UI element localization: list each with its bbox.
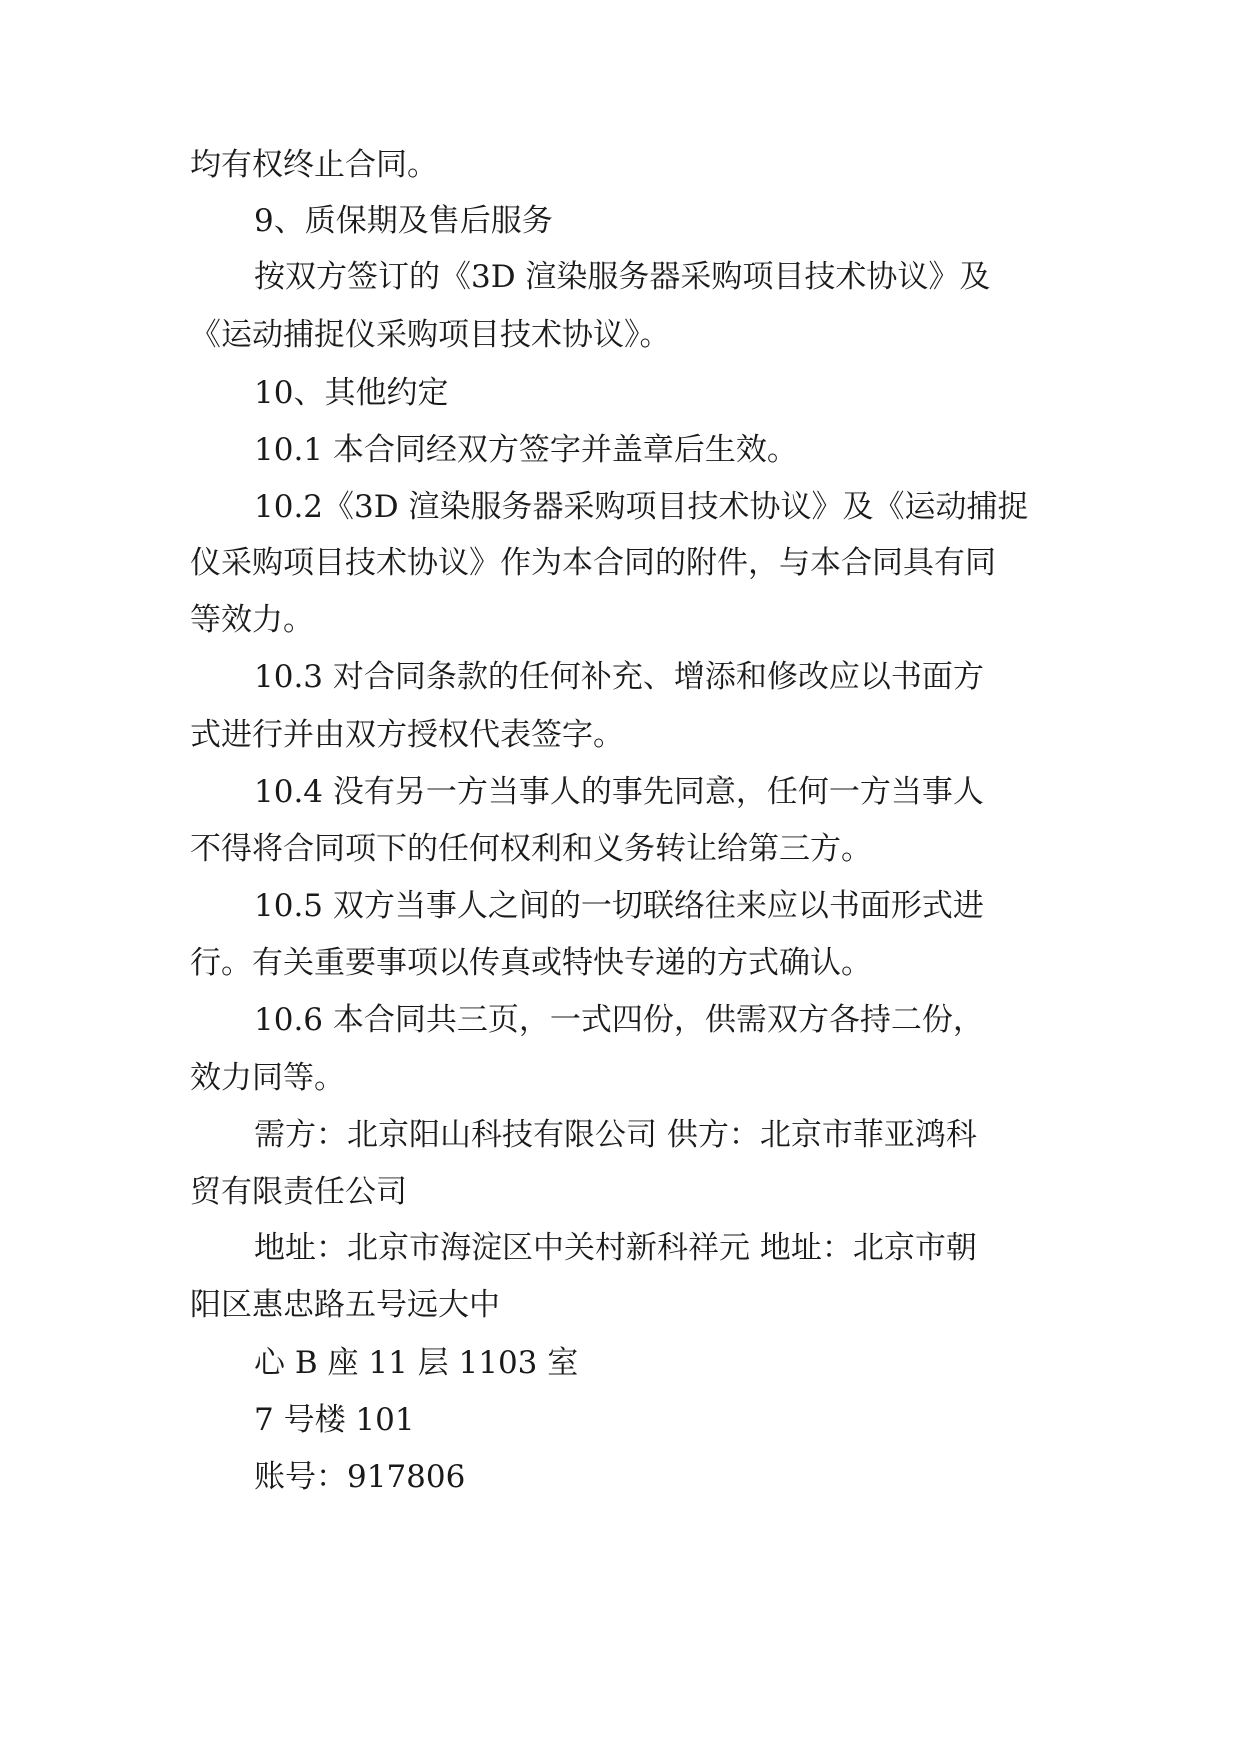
text-line: 等效力。 (190, 602, 314, 638)
section-heading: 10、其他约定 (254, 375, 449, 411)
address-line: 心 B 座 11 层 1103 室 (254, 1345, 579, 1381)
party-line: 需方：北京阳山科技有限公司 供方：北京市菲亚鸿科 (254, 1117, 977, 1153)
text-line: 效力同等。 (190, 1060, 345, 1096)
account-line: 账号：917806 (254, 1459, 466, 1495)
text-line: 10.2《3D 渲染服务器采购项目技术协议》及《运动捕捉 (254, 489, 1029, 525)
text-line: 《运动捕捉仪采购项目技术协议》。 (190, 317, 671, 353)
address-line: 7 号楼 101 (254, 1402, 415, 1438)
text-line: 式进行并由双方授权代表签字。 (190, 717, 624, 753)
party-line: 贸有限责任公司 (190, 1174, 407, 1210)
text-line: 10.1 本合同经双方签字并盖章后生效。 (254, 432, 798, 468)
text-line: 按双方签订的《3D 渲染服务器采购项目技术协议》及 (254, 259, 991, 295)
text-line: 10.3 对合同条款的任何补充、增添和修改应以书面方 (254, 659, 984, 695)
text-line: 10.4 没有另一方当事人的事先同意，任何一方当事人 (254, 774, 984, 810)
address-line: 阳区惠忠路五号远大中 (190, 1287, 500, 1323)
text-line: 均有权终止合同。 (190, 147, 438, 183)
text-line: 10.6 本合同共三页，一式四份，供需双方各持二份， (254, 1002, 984, 1038)
text-line: 10.5 双方当事人之间的一切联络往来应以书面形式进 (254, 888, 984, 924)
section-heading: 9、质保期及售后服务 (254, 203, 553, 239)
address-line: 地址：北京市海淀区中关村新科祥元 地址：北京市朝 (254, 1230, 977, 1266)
text-line: 仪采购项目技术协议》作为本合同的附件，与本合同具有同 (190, 545, 996, 581)
text-line: 行。有关重要事项以传真或特快专递的方式确认。 (190, 945, 872, 981)
text-line: 不得将合同项下的任何权利和义务转让给第三方。 (190, 831, 872, 867)
